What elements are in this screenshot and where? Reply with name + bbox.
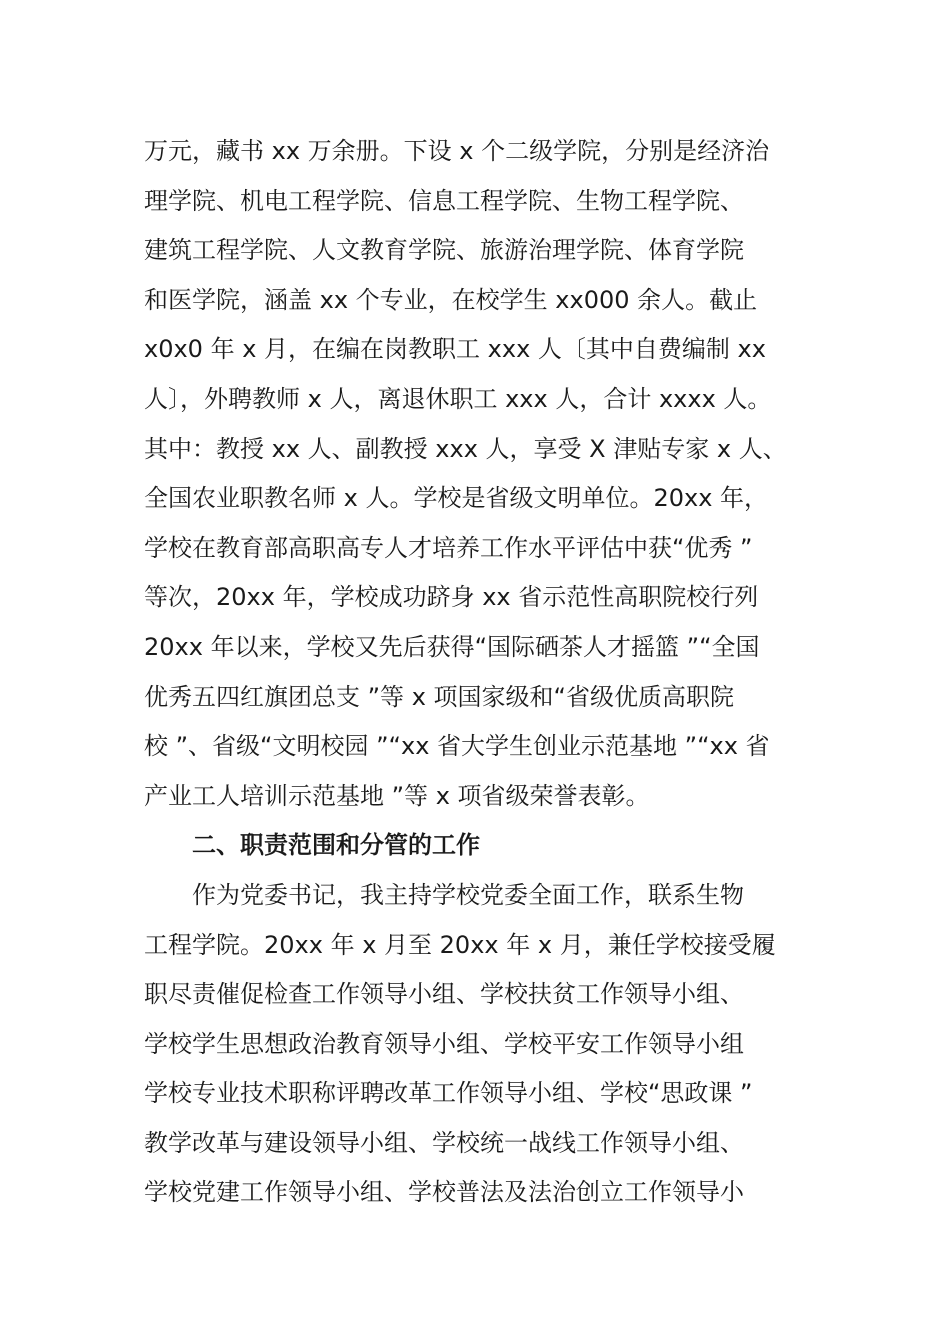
paragraph-1-line: x0x0 年 x 月，在编在岗教职工 xxx 人〔其中自费编制 xx bbox=[144, 335, 766, 364]
paragraph-2-line: 职尽责催促检查工作领导小组、学校扶贫工作领导小组、 bbox=[144, 980, 744, 1009]
paragraph-1-line: 20xx 年以来，学校又先后获得“国际硒茶人才摇篮 ”“全国 bbox=[144, 632, 760, 661]
paragraph-1-line: 和医学院，涵盖 xx 个专业，在校学生 xx000 余人。截止 bbox=[144, 285, 758, 314]
paragraph-1-line: 建筑工程学院、人文教育学院、旅游治理学院、体育学院 bbox=[144, 236, 744, 265]
paragraph-2-line: 学校党建工作领导小组、学校普法及法治创立工作领导小 bbox=[144, 1178, 744, 1207]
section-heading: 二、职责范围和分管的工作 bbox=[192, 831, 480, 860]
document-body bbox=[144, 127, 816, 1218]
paragraph-1-line: 人〕，外聘教师 x 人，离退休职工 xxx 人，合计 xxxx 人。 bbox=[144, 384, 772, 413]
paragraph-1-line: 校 ”、省级“文明校园 ”“xx 省大学生创业示范基地 ”“xx 省 bbox=[144, 732, 770, 761]
paragraph-1-line: 理学院、机电工程学院、信息工程学院、生物工程学院、 bbox=[144, 186, 744, 215]
paragraph-2-line: 工程学院。20xx 年 x 月至 20xx 年 x 月，兼任学校接受履 bbox=[144, 930, 776, 959]
paragraph-1-line: 全国农业职教名师 x 人。学校是省级文明单位。20xx 年， bbox=[144, 484, 769, 513]
paragraph-1-line: 万元，藏书 xx 万余册。下设 x 个二级学院，分别是经济治 bbox=[144, 137, 770, 165]
paragraph-1-line: 其中：教授 xx 人、副教授 xxx 人，享受 X 津贴专家 x 人、 bbox=[144, 434, 787, 463]
paragraph-1-line: 优秀五四红旗团总支 ”等 x 项国家级和“省级优质高职院 bbox=[144, 682, 734, 711]
paragraph-1-line: 等次，20xx 年，学校成功跻身 xx 省示范性高职院校行列 bbox=[144, 583, 759, 612]
paragraph-1-line: 学校在教育部高职高专人才培养工作水平评估中获“优秀 ” bbox=[144, 533, 753, 562]
paragraph-2-line: 学校学生思想政治教育领导小组、学校平安工作领导小组 bbox=[144, 1029, 744, 1058]
paragraph-2-line: 学校专业技术职称评聘改革工作领导小组、学校“思政课 ” bbox=[144, 1079, 753, 1108]
paragraph-2-line: 教学改革与建设领导小组、学校统一战线工作领导小组、 bbox=[144, 1128, 744, 1157]
paragraph-1-line: 产业工人培训示范基地 ”等 x 项省级荣誉表彰。 bbox=[144, 781, 650, 810]
paragraph-2-line: 作为党委书记，我主持学校党委全面工作，联系生物 bbox=[192, 880, 744, 909]
